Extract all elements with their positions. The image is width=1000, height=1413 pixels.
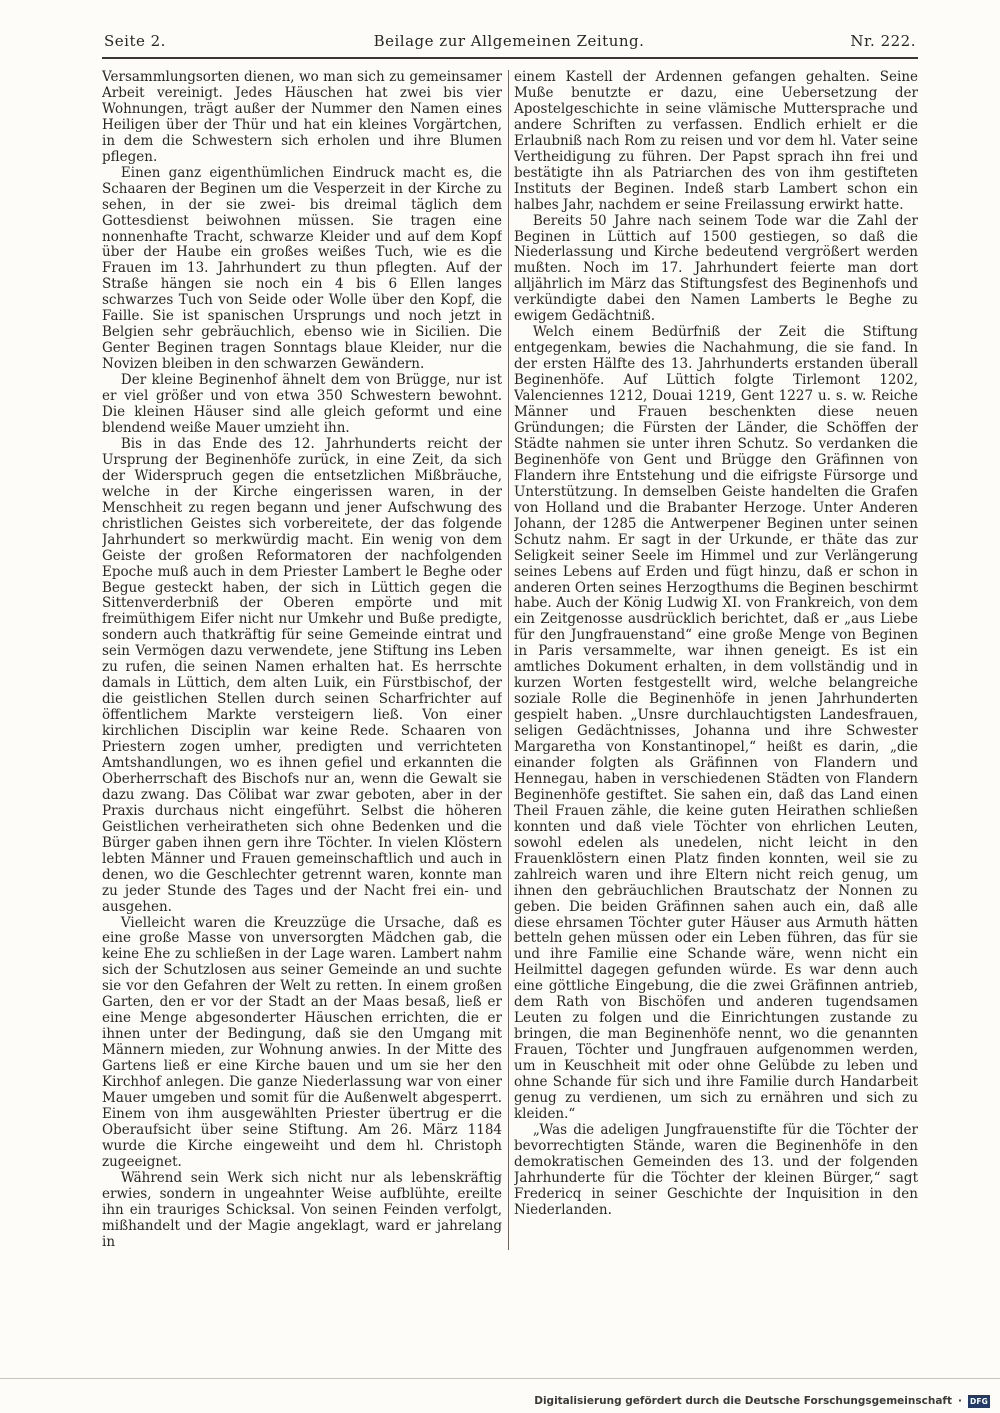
paragraph: Einen ganz eigenthümlichen Eindruck macht es, die Schaaren der Beginen um die Vesperzeit in der Kirche zu sehen, in der sie zwei- bis dreimal täglich dem Gottesdienst beiwohnen müssen. Sie tragen eine nonnenhafte Tracht, schwarze Kleider und auf dem Kopf über der Haube ein großes weißes Tuch, wie es die Frauen im 13. Jahrhundert zu thun pflegten. Auf der Straße hängen sie noch ein 4 bis 6 Ellen langes schwarzes Tuch von Seide oder Wolle über den Kopf, die Faille. Sie ist spanischen Ursprungs und noch jetzt in Belgien sehr gebräuchlich, ebenso wie in Sicilien. Die Genter Beginen tragen Sonntags blaue Kleider, nur die Novizen bleiben in den schwarzen Gewändern. [102, 164, 502, 373]
digitization-credit [534, 1392, 990, 1410]
credit-text: Digitalisierung gefördert durch die Deutsche Forschungsgemeinschaft [534, 1395, 952, 1407]
paragraph: „Was die adeligen Jungfrauenstifte für die Töchter der bevorrechtigten Stände, waren die Beginenhöfe in den demokratischen Gemeinden des 13. und der folgenden Jahrhunderte für die Töchter der kleinen Bürger,“ sagt Fredericq in seiner Geschichte der Inquisition in den Niederlanden. [514, 1121, 918, 1218]
text-column-left [102, 70, 502, 1250]
footer-divider [0, 1378, 1000, 1379]
header-issue-number: Nr. 222. [850, 32, 916, 50]
header-publication-title: Beilage zur Allgemeinen Zeitung. [373, 32, 645, 50]
paragraph: Während sein Werk sich nicht nur als lebenskräftig erwies, sondern in ungeahnter Weise aufblühte, ereilte ihn ein trauriges Schicksal. Von seinen Feinden verfolgt, mißhandelt und der Magie angeklagt, ward er jahrelang in [102, 1169, 502, 1250]
paragraph: Versammlungsorten dienen, wo man sich zu gemeinsamer Arbeit vereinigt. Jedes Häuschen hat zwei bis vier Wohnungen, trägt außer der Nummer den Namen eines Heiligen über der Thür und hat ein kleines Vorgärtchen, in dem die Schwestern sich erholen und ihre Blumen pflegen. [102, 70, 502, 165]
paragraph: Welch einem Bedürfniß der Zeit die Stiftung entgegenkam, bewies die Nachahmung, die sie fand. In der ersten Hälfte des 13. Jahrhunderts erstanden überall Beginenhöfe. Auf Lüttich folgte Tirlemont 1202, Valenciennes 1212, Douai 1219, Gent 1227 u. s. w. Reiche Männer und Frauen beschenkten diese neuen Gründungen; die Fürsten der Länder, die Schöffen der Städte nahmen sie unter ihren Schutz. So verdanken die Beginenhöfe von Gent und Brügge den Gräfinnen von Flandern ihre Entstehung und die eifrigste Fürsorge und Unterstützung. In demselben Geiste handelten die Grafen von Holland und die Brabanter Herzoge. Unter Anderen Johann, der 1285 die Antwerpener Beginen unter seinen Schutz nahm. Er sagt in der Urkunde, er thäte das zur Seligkeit seiner Seele im Himmel und zur Verlängerung seines Lebens auf Erden und fügt hinzu, daß er schon in anderen Orten seines Herzogthums die Beginen beschirmt habe. Auch der König Ludwig XI. von Frankreich, von dem ein Zeitgenosse ausdrücklich berichtet, daß er „aus Liebe für den Jungfrauenstand“ eine große Menge von Beginen in Paris versammelte, war ihnen geneigt. Es ist ein amtliches Dokument erhalten, in dem vollständig und in kurzen Worten festgestellt wird, welche belangreiche soziale Rolle die Beginenhöfe in jenen Jahrhunderten gespielt haben. „Unsre durchlauchtigsten Landesfrauen, seligen Gedächtnisses, Johanna und ihre Schwester Margaretha von Konstantinopel,“ heißt es darin, „die einander folgten als Gräfinnen von Flandern und Hennegau, haben in verschiedenen Städten von Flandern Beginenhöfe gestiftet. Sie sahen ein, daß das Land einen Theil Frauen zähle, die keine guten Heirathen schließen konnten und daß viele Töchter von ehrlichen Leuten, sowohl edelen als unedelen, nicht leicht in den Frauenklöstern einen Platz finden konnten, weil sie zu zahlreich waren und ihre Eltern nicht reich genug, um ihnen den gebräuchlichen Brautschatz der Nonnen zu geben. Die beiden Gräfinnen sahen auch ein, daß alle diese ehrsamen Töchter guter Häuser aus Armuth hätten betteln gehen müssen oder ein Leben führen, das für sie und ihre Familie eine Schande wäre, wenn nicht ein Heilmittel dagegen gefunden würde. Es war denn auch eine göttliche Eingebung, die die zwei Gräfinnen antrieb, dem Rath von Bischöfen und anderen tugendsamen Leuten zu folgen und die Einrichtungen zustande zu bringen, die man Beginenhöfe nennt, wo die genannten Frauen, Töchter und Jungfrauen aufgenommen werden, um in Keuschheit mit oder ohne Gelübde zu leben und ohne Schande für sich und ihre Familie durch Handarbeit genug zu verdienen, um sich zu ernähren und sich zu kleiden.“ [514, 324, 918, 1122]
paragraph: Bereits 50 Jahre nach seinem Tode war die Zahl der Beginen in Lüttich auf 1500 gestiegen, so daß die Niederlassung und Kirche bedeutend vergrößert werden mußten. Noch im 17. Jahrhundert feierte man dort alljährlich im März das Stiftungsfest des Beginenhofs und verkündigte dabei den Namen Lamberts le Beghe zu ewigem Gedächtniß. [514, 212, 918, 325]
credit-separator: · [958, 1395, 962, 1407]
text-column-right [514, 70, 918, 1250]
header-divider [102, 57, 918, 59]
paragraph: Vielleicht waren die Kreuzzüge die Ursache, daß es eine große Masse von unversorgten Mädchen gab, die keine Ehe zu schließen in der Lage waren. Lambert nahm sich der Schutzlosen aus seiner Gemeinde an und suchte sie vor den Gefahren der Welt zu retten. In einem großen Garten, den er vor der Stadt an der Maas besaß, ließ er eine Menge abgesonderter Häuschen errichten, die er ihnen unter der Bedingung, daß sie den Umgang mit Männern mieden, zur Wohnung anwies. In der Mitte des Gartens ließ er eine Kirche bauen und um sie her den Kirchhof anlegen. Die ganze Niederlassung war von einer Mauer umgeben und somit für die Außenwelt abgesperrt. Einem von ihm ausgewählten Priester übertrug er die Oberaufsicht über seine Stiftung. Am 26. März 1184 wurde die Kirche eingeweiht und dem hl. Christoph zugeeignet. [102, 914, 502, 1170]
paragraph: Der kleine Beginenhof ähnelt dem von Brügge, nur ist er viel größer und von etwa 350 Schwestern bewohnt. Die kleinen Häuser sind alle gleich geformt und eine blendend weiße Mauer umzieht ihn. [102, 372, 502, 436]
header-page-number: Seite 2. [104, 32, 166, 50]
paragraph: Bis in das Ende des 12. Jahrhunderts reicht der Ursprung der Beginenhöfe zurück, in eine Zeit, da sich der Widerspruch gegen die entsetzlichen Mißbräuche, welche in der Kirche eingerissen waren, in der Menschheit zu regen begann und jener Aufschwung des christlichen Geistes sich vorbereitete, der das folgende Jahrhundert so merkwürdig macht. Ein wenig von dem Geiste der großen Reformatoren der nachfolgenden Epoche muß auch in dem Priester Lambert le Beghe oder Begue gesteckt haben, der sich in Lüttich gegen die Sittenverderbniß der Oberen empörte und mit freimüthigem Eifer nicht nur Umkehr und Buße predigte, sondern auch thatkräftig für seine Gemeinde eintrat und sein Vermögen dazu verwendete, jene Stiftung ins Leben zu rufen, die seinen Namen erhalten hat. Es herrschte damals in Lüttich, dem alten Luik, ein Fürstbischof, der die geistlichen Stellen durch seinen Scharfrichter auf öffentlichem Markte versteigern ließ. Von einer kirchlichen Disciplin war keine Rede. Schaaren von Priestern zogen umher, predigten und verrichteten Amtshandlungen, wo es ihnen gefiel und erkannten die Oberherrschaft des Bischofs nur an, wenn die Gewalt sie dazu zwang. Das Cölibat war zwar geboten, aber in der Praxis durchaus nicht eingeführt. Selbst die höheren Geistlichen verheiratheten sich ohne Bedenken und die Bürger gaben ihnen gern ihre Töchter. In vielen Klöstern lebten Männer und Frauen gemeinschaftlich und auch in denen, wo die Geschlechter getrennt waren, konnte man zu jeder Stunde des Tages und der Nacht frei ein- und ausgehen. [102, 435, 502, 915]
page-header [102, 28, 916, 54]
column-divider [508, 70, 509, 1250]
paragraph: einem Kastell der Ardennen gefangen gehalten. Seine Muße benutzte er dazu, eine Uebersetzung der Apostelgeschichte in seine vlämische Muttersprache und andere Schriften zu verfassen. Endlich erhielt er die Erlaubniß nach Rom zu reisen und vor dem hl. Vater seine Vertheidigung zu führen. Der Papst sprach ihn frei und bestätigte ihn als Patriarchen des von ihm gestifteten Instituts der Beginen. Indeß starb Lambert schon ein halbes Jahr, nachdem er seine Freilassung erwirkt hatte. [514, 70, 918, 213]
dfg-logo-icon: DFG [969, 1396, 989, 1406]
